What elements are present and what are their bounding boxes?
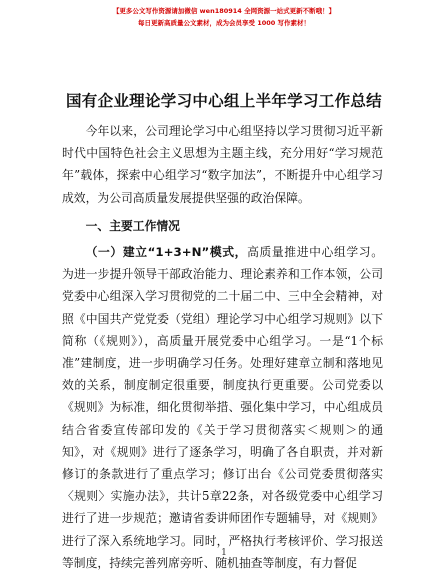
item-lead: （一）建立“1+3+N”模式， bbox=[85, 245, 248, 260]
page-number: 1 bbox=[221, 548, 227, 558]
document-title: 国有企业理论学习中心组上半年学习工作总结 bbox=[65, 92, 382, 110]
document-body bbox=[62, 120, 383, 574]
promo-banner-line-1: 【更多公文写作资源请加微信 wen180914 全网资源一站式更新不断哦！】 bbox=[112, 7, 336, 15]
section-heading: 一、主要工作情况 bbox=[85, 218, 180, 233]
item-text: 高质量推进中心组学习。为进一步提升领导干部政治能力、理论素养和工作本领，公司党委中心组深入学习贯彻党的二十届二中、三中全会精神，对照《中国共产党党委（党组）理论学习中心组学习规则》以下简称（《规则》），高质量开展党委中心组学习。一是“1个标准”建制度，进一步明确学习任务。处理好建章立制和落地见效的关系，制度制定很重要，制度执行更重要。公司党委以《规则》为标准，细化贯彻举措、强化集中学习，中心组成员结合省委宣传部印发的《关于学习贯彻落实＜规则＞的通知》，对《规则》进行了逐条学习，明确了各自职责，并对新修订的条款进行了重点学习；修订出台《公司党委贯彻落实〈规则〉实施办法》，共计5章22条，对各级党委中心组学习进行了进一步规范；邀请省委讲师团作专题辅导，对《规则》进行了深入系统地学习。同时，严格执行考核评价、学习报送等制度，持续完善列席旁听、随机抽查等制度，有力督促 bbox=[62, 245, 383, 570]
item-paragraph bbox=[62, 241, 383, 574]
promo-banner-line-2: 每日更新高质量公文素材，成为会员享受 1000 写作素材！ bbox=[137, 19, 311, 27]
intro-paragraph: 今年以来，公司理论学习中心组坚持以学习贯彻习近平新时代中国特色社会主义思想为主题主线，充分用好“学习规范年”载体，探索中心组学习“数字加法”，不断提升中心组学习成效，为公司高质量发展提供坚强的政治保障。 bbox=[62, 124, 383, 205]
